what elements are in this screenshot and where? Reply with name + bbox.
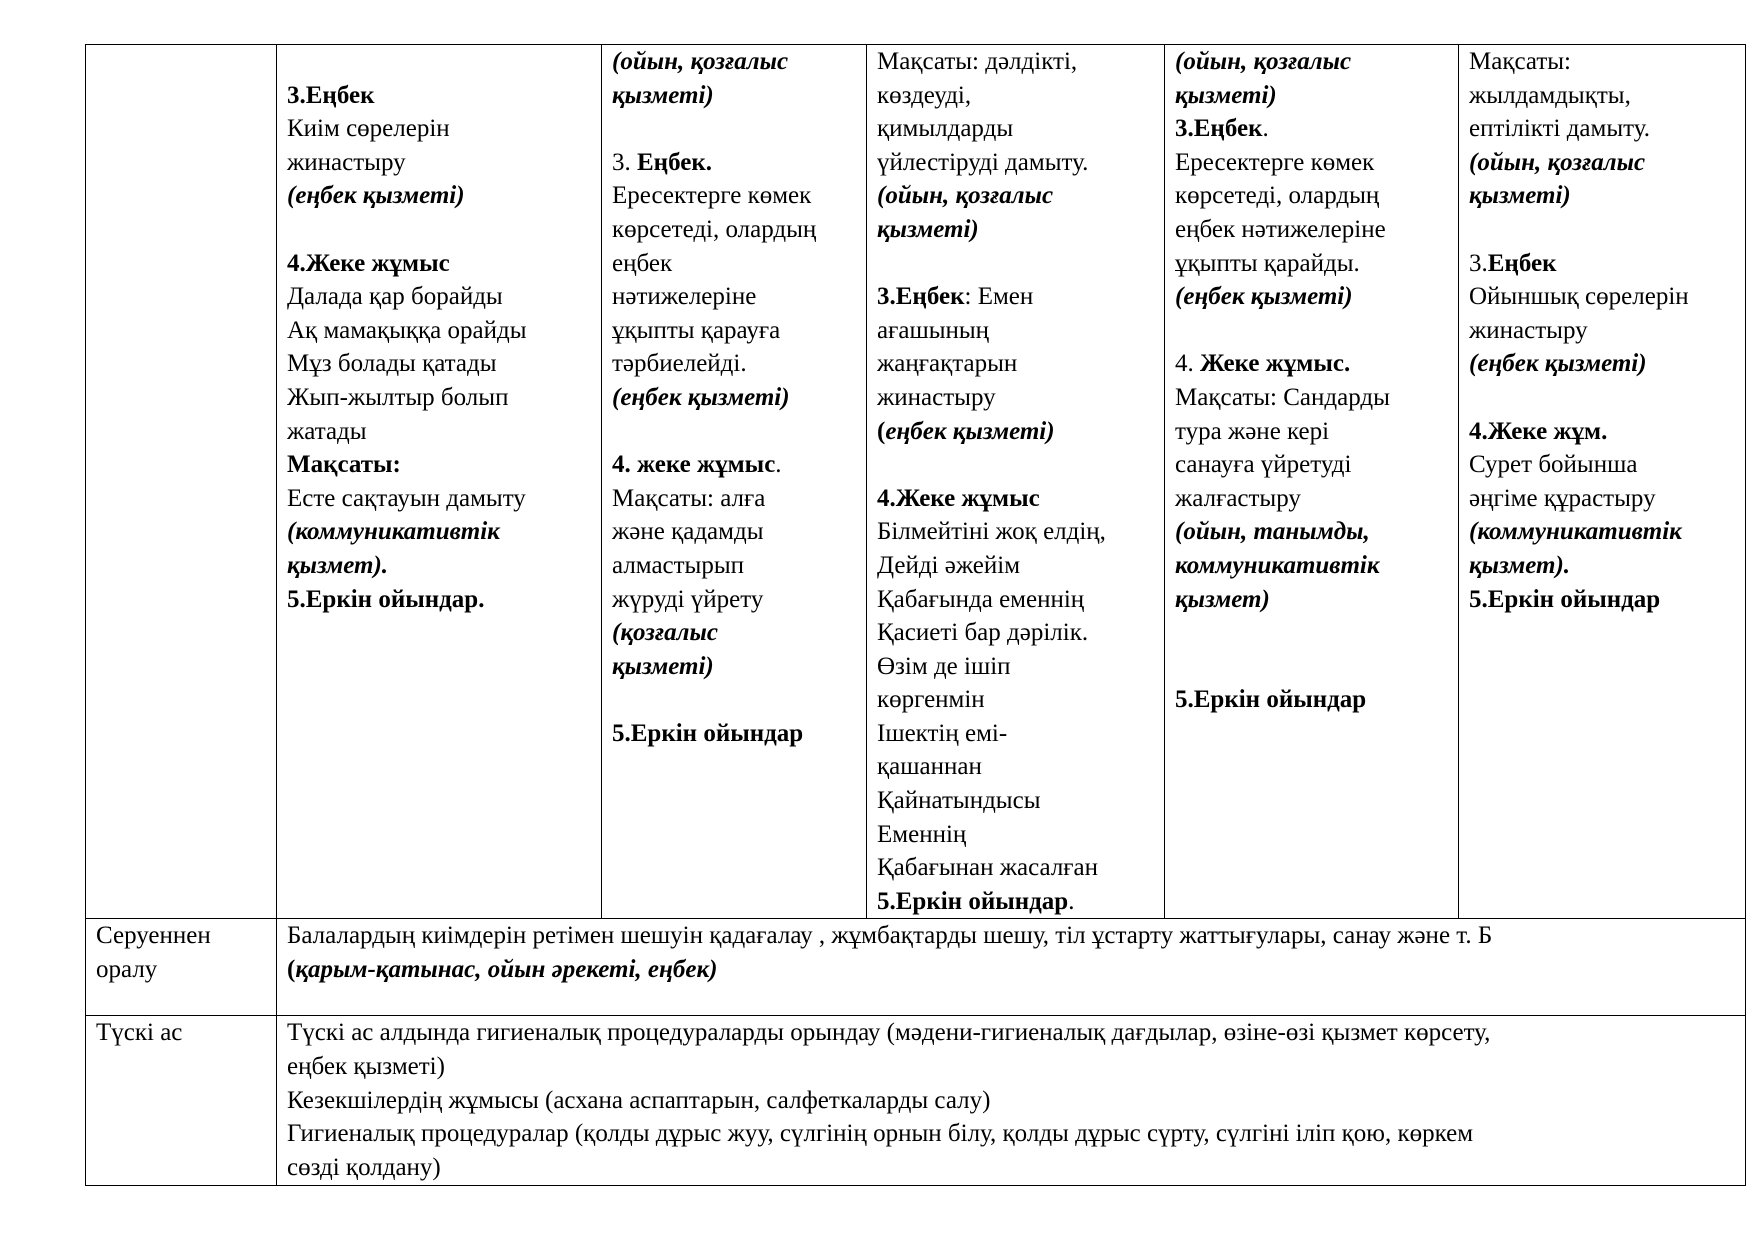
text-run: Еңбек. [637, 148, 712, 176]
text-line: нәтижелеріне [612, 283, 757, 311]
text-line: (қозғалыс [612, 619, 718, 647]
text-line [877, 415, 1156, 449]
lunch-row [86, 1016, 1746, 1186]
blank-line [612, 112, 858, 146]
text-line: ұқыпты қарауға [612, 316, 781, 344]
text-line: Ересектерге көмек [612, 182, 812, 210]
text-line: 4.Жеке жұм. [1469, 417, 1608, 445]
text-line: Гигиеналық процедуралар (қолды дұрыс жуу, сүлгінің орнын білу, қолды дұрыс сүрту, сүлгіні іліп қою, көркем [287, 1120, 1474, 1148]
text-run: : Емен [964, 283, 1034, 311]
text-line: әңгіме құрастыру [1469, 484, 1656, 512]
text-line: қашаннан [877, 753, 982, 781]
text-line: еңбек [612, 249, 673, 277]
row-label-return-from-walk [86, 919, 277, 1016]
text-line: (коммуникативтік [1469, 518, 1682, 546]
text-run: 4. [1175, 350, 1200, 378]
text-line: Балалардың киімдерін ретімен шешуін қадағалау , жұмбақтарды шешу, тіл ұстарту жаттығулары, санау және т. Б [287, 922, 1493, 950]
text-run: ( [877, 417, 886, 445]
text-run: 4. жеке жұмыс [612, 451, 776, 479]
text-run: Жеке жұмыс. [1200, 350, 1351, 378]
text-line: Сурет бойынша [1469, 451, 1638, 479]
text-run: 3. [612, 148, 637, 176]
text-run: 5.Еркін ойындар [877, 887, 1069, 915]
blank-line [877, 247, 1156, 281]
text-run: . [1262, 115, 1269, 143]
text-line: (ойын, қозғалыс [1175, 48, 1352, 75]
text-line: жатады [287, 417, 367, 445]
text-line: санауға үйретуді [1175, 451, 1352, 479]
text-run: . [1068, 887, 1075, 915]
text-line: Мақсаты: дәлдікті, [877, 48, 1078, 75]
text-line: көрсетеді, олардың [1175, 182, 1380, 210]
text-line: 4.Жеке жұмыс [287, 249, 450, 277]
text-line: Далада қар борайды [287, 283, 503, 311]
text-line: Білмейтіні жоқ елдің, [877, 518, 1106, 546]
walk-activities-row [86, 45, 1746, 919]
text-line: тура және кері [1175, 417, 1330, 445]
text-line: тәрбиелейді. [612, 350, 747, 378]
text-line: үйлестіруді дамыту. [877, 148, 1089, 176]
text-line: қызмет). [1469, 551, 1571, 579]
text-run: еңбек қызметі) [885, 417, 1055, 445]
text-line: (ойын, қозғалыс [1469, 148, 1646, 176]
text-line [612, 146, 858, 180]
text-line: 5.Еркін ойындар. [287, 585, 485, 613]
text-line [612, 448, 858, 482]
text-line: қызметі) [1175, 81, 1277, 109]
text-line [1175, 347, 1450, 381]
text-line [1175, 112, 1450, 146]
text-line: (ойын, қозғалыс [612, 48, 789, 75]
text-line: қызмет). [287, 551, 389, 579]
text-line: Қайнатындысы [877, 787, 1041, 815]
text-line: 5.Еркін ойындар [612, 719, 804, 747]
text-line: қимылдарды [877, 115, 1014, 143]
text-line: Мақсаты: [287, 451, 401, 479]
text-line: Түскі ас алдында гигиеналық процедураларды орындау (мәдени-гигиеналық дағдылар, өзіне-өзі қызмет көрсету, [287, 1019, 1491, 1047]
text-line: көрсетеді, олардың [612, 215, 817, 243]
text-line: ұқыпты қарайды. [1175, 249, 1360, 277]
text-line: жинастыру [1469, 316, 1588, 344]
text-line: (еңбек қызметі) [612, 383, 790, 411]
day-cell-3 [867, 45, 1165, 919]
text-line: Жып-жылтыр болып [287, 383, 509, 411]
blank-line [877, 448, 1156, 482]
text-line: жүруді үйрету [612, 585, 764, 613]
blank-line [1175, 314, 1450, 348]
row-label-lunch [86, 1016, 277, 1186]
text-line: Мақсаты: алға [612, 484, 766, 512]
row-label-line: Түскі ас [96, 1019, 183, 1047]
blank-line [287, 213, 593, 247]
text-line: және қадамды [612, 518, 764, 546]
text-line: алмастырып [612, 551, 745, 579]
text-line: қызметі) [612, 652, 714, 680]
daily-plan-table [85, 44, 1746, 1186]
text-line: жаңғақтарын [877, 350, 1018, 378]
text-line: еңбек қызметі) [287, 1053, 445, 1081]
text-line: 5.Еркін ойындар [1469, 585, 1661, 613]
text-line: (еңбек қызметі) [1469, 350, 1647, 378]
day-cell-5 [1459, 45, 1746, 919]
text-line: Ересектерге көмек [1175, 148, 1375, 176]
blank-line [1175, 650, 1450, 684]
text-line: (ойын, қозғалыс [877, 182, 1054, 210]
text-run: 3. [1469, 249, 1488, 277]
text-line: Мақсаты: Сандарды [1175, 383, 1390, 411]
text-line [287, 953, 1737, 987]
blank-line [612, 683, 858, 717]
text-line: қызметі) [612, 81, 714, 109]
text-line: Мұз болады қатады [287, 350, 497, 378]
text-line: Мақсаты: [1469, 48, 1571, 75]
text-line: (еңбек қызметі) [1175, 283, 1353, 311]
text-line [877, 280, 1156, 314]
text-line [1469, 247, 1737, 281]
text-run: Еңбек [1487, 249, 1557, 277]
text-line: қызметі) [877, 215, 979, 243]
text-run: ( [287, 956, 296, 984]
text-line: ептілікті дамыту. [1469, 115, 1650, 143]
row-label-line: Серуеннен [96, 922, 211, 950]
blank-line [287, 45, 593, 79]
text-line: көздеуді, [877, 81, 972, 109]
text-line: Ішектің емі- [877, 719, 1008, 747]
text-line: еңбек нәтижелеріне [1175, 215, 1386, 243]
day-cell-2 [602, 45, 867, 919]
text-line: жинастыру [287, 148, 406, 176]
text-line: коммуникативтік [1175, 551, 1380, 579]
blank-line [1469, 381, 1737, 415]
text-line: көргенмін [877, 686, 985, 714]
return-from-walk-content [277, 919, 1746, 1016]
text-line: (еңбек қызметі) [287, 182, 465, 210]
row-label-cell [86, 45, 277, 919]
text-line: Кезекшілердің жұмысы (асхана аспаптарын, салфеткаларды салу) [287, 1086, 991, 1114]
row-label-line: оралу [96, 956, 158, 984]
lunch-content [277, 1016, 1746, 1186]
text-line: Қасиеті бар дәрілік. [877, 619, 1089, 647]
blank-line [1175, 616, 1450, 650]
text-line: Ойыншық сөрелерін [1469, 283, 1689, 311]
text-line: Дейді әжейім [877, 551, 1021, 579]
text-line [877, 885, 1156, 919]
text-line: қызмет) [1175, 585, 1270, 613]
text-line: жинастыру [877, 383, 996, 411]
blank-line [1469, 213, 1737, 247]
text-line: Қабағынан жасалған [877, 854, 1099, 882]
text-line: 3.Еңбек [287, 81, 375, 109]
text-line: қызметі) [1469, 182, 1571, 210]
text-line: Қабағында еменнің [877, 585, 1085, 613]
text-run: 3.Еңбек [1175, 115, 1263, 143]
text-run: 3.Еңбек [877, 283, 965, 311]
text-line: Ақ мамақыққа орайды [287, 316, 527, 344]
day-cell-1 [277, 45, 602, 919]
text-run: . [775, 451, 782, 479]
text-line: жалғастыру [1175, 484, 1301, 512]
text-line: 4.Жеке жұмыс [877, 484, 1040, 512]
text-line: 5.Еркін ойындар [1175, 686, 1367, 714]
text-line: жылдамдықты, [1469, 81, 1631, 109]
blank-line [612, 415, 858, 449]
text-line: Өзім де ішіп [877, 652, 1011, 680]
day-cell-4 [1165, 45, 1459, 919]
text-line: (коммуникативтік [287, 518, 500, 546]
text-line: (ойын, танымды, [1175, 518, 1370, 546]
text-line: ағашының [877, 316, 990, 344]
text-line: Есте сақтауын дамыту [287, 484, 526, 512]
text-line: Киім сөрелерін [287, 115, 450, 143]
return-from-walk-row [86, 919, 1746, 1016]
text-run: қарым-қатынас, ойын әрекеті, еңбек) [295, 956, 718, 984]
text-line: Еменнің [877, 820, 967, 848]
text-line: сөзді қолдану) [287, 1153, 441, 1181]
